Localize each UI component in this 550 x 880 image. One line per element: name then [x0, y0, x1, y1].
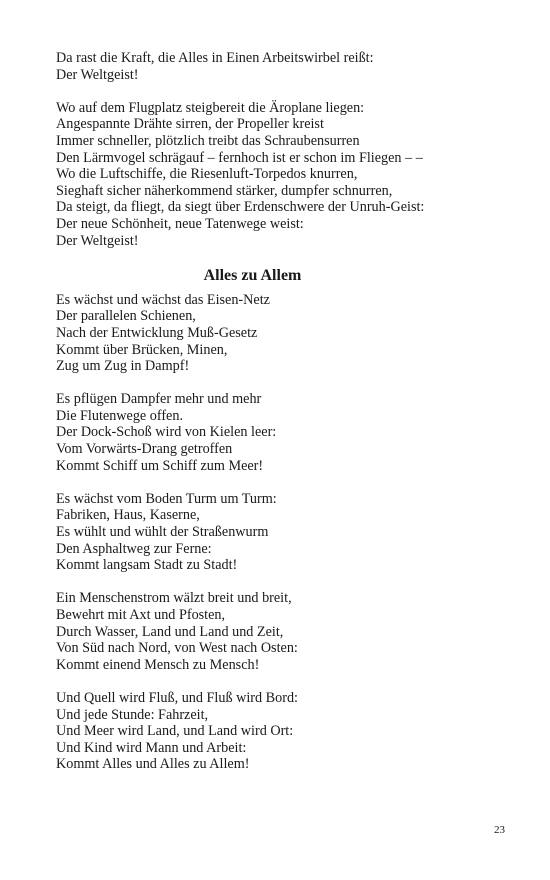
- verse-line: Da steigt, da fliegt, da siegt über Erdenschwere der Unruh-Geist:: [56, 199, 425, 216]
- verse-line: Kommt Schiff um Schiff zum Meer!: [56, 457, 264, 474]
- verse-line: Es pflügen Dampfer mehr und mehr: [56, 391, 262, 408]
- stanza: [56, 391, 496, 474]
- verse-line: Kommt langsam Stadt zu Stadt!: [56, 557, 238, 574]
- verse-line: Von Süd nach Nord, von West nach Osten:: [56, 640, 298, 657]
- verse-line: Und Meer wird Land, und Land wird Ort:: [56, 723, 294, 740]
- verse-line: Es wächst vom Boden Turm um Turm:: [56, 490, 277, 507]
- verse-line: Der Weltgeist!: [56, 66, 139, 83]
- stanza: [56, 491, 496, 574]
- page-number: 23: [494, 824, 505, 836]
- verse-line: Fabriken, Haus, Kaserne,: [56, 507, 200, 524]
- verse-line: Angespannte Drähte sirren, der Propeller kreist: [56, 116, 324, 133]
- verse-line: Es wächst und wächst das Eisen-Netz: [56, 291, 270, 308]
- verse-line: Wo die Luftschiffe, die Riesenluft-Torpedos knurren,: [56, 166, 358, 183]
- verse-line: Kommt über Brücken, Minen,: [56, 341, 228, 358]
- verse-line: Der Weltgeist!: [56, 232, 139, 249]
- verse-line: Ein Menschenstrom wälzt breit und breit,: [56, 590, 292, 607]
- poem-title: Alles zu Allem: [203, 266, 302, 284]
- verse-line: Der parallelen Schienen,: [56, 308, 196, 325]
- verse-line: Den Lärmvogel schrägauf – fernhoch ist er schon im Fliegen – –: [56, 149, 423, 166]
- verse-line: Immer schneller, plötzlich treibt das Schraubensurren: [56, 132, 360, 149]
- verse-line: Durch Wasser, Land und Land und Zeit,: [56, 623, 284, 640]
- verse-line: Nach der Entwicklung Muß-Gesetz: [56, 324, 258, 341]
- verse-line: Und Kind wird Mann und Arbeit:: [56, 739, 247, 756]
- verse-line: Vom Vorwärts-Drang getroffen: [56, 441, 233, 458]
- verse-line: Den Asphaltweg zur Ferne:: [56, 540, 212, 557]
- verse-line: Kommt einend Mensch zu Mensch!: [56, 656, 260, 673]
- verse-line: Bewehrt mit Axt und Pfosten,: [56, 607, 226, 623]
- stanza: [56, 292, 496, 375]
- verse-line: Der Dock-Schoß wird von Kielen leer:: [56, 424, 277, 441]
- page-content: [56, 50, 496, 790]
- verse-line: Und Quell wird Fluß, und Fluß wird Bord:: [56, 689, 298, 706]
- verse-line: Da rast die Kraft, die Alles in Einen Arbeitswirbel reißt:: [56, 50, 374, 66]
- verse-line: Kommt Alles und Alles zu Allem!: [56, 756, 250, 773]
- stanza: [56, 50, 496, 83]
- verse-line: Und jede Stunde: Fahrzeit,: [56, 706, 209, 723]
- verse-line: Sieghaft sicher näherkommend stärker, dumpfer schnurren,: [56, 182, 393, 199]
- stanza: [56, 690, 496, 773]
- verse-line: Der neue Schönheit, neue Tatenwege weist:: [56, 215, 304, 232]
- verse-line: Die Flutenwege offen.: [56, 407, 183, 424]
- verse-line: Wo auf dem Flugplatz steigbereit die Äroplane liegen:: [56, 99, 365, 116]
- stanza: [56, 100, 496, 249]
- verse-line: Zug um Zug in Dampf!: [56, 358, 190, 375]
- stanza: [56, 590, 496, 673]
- verse-line: Es wühlt und wühlt der Straßenwurm: [56, 524, 269, 541]
